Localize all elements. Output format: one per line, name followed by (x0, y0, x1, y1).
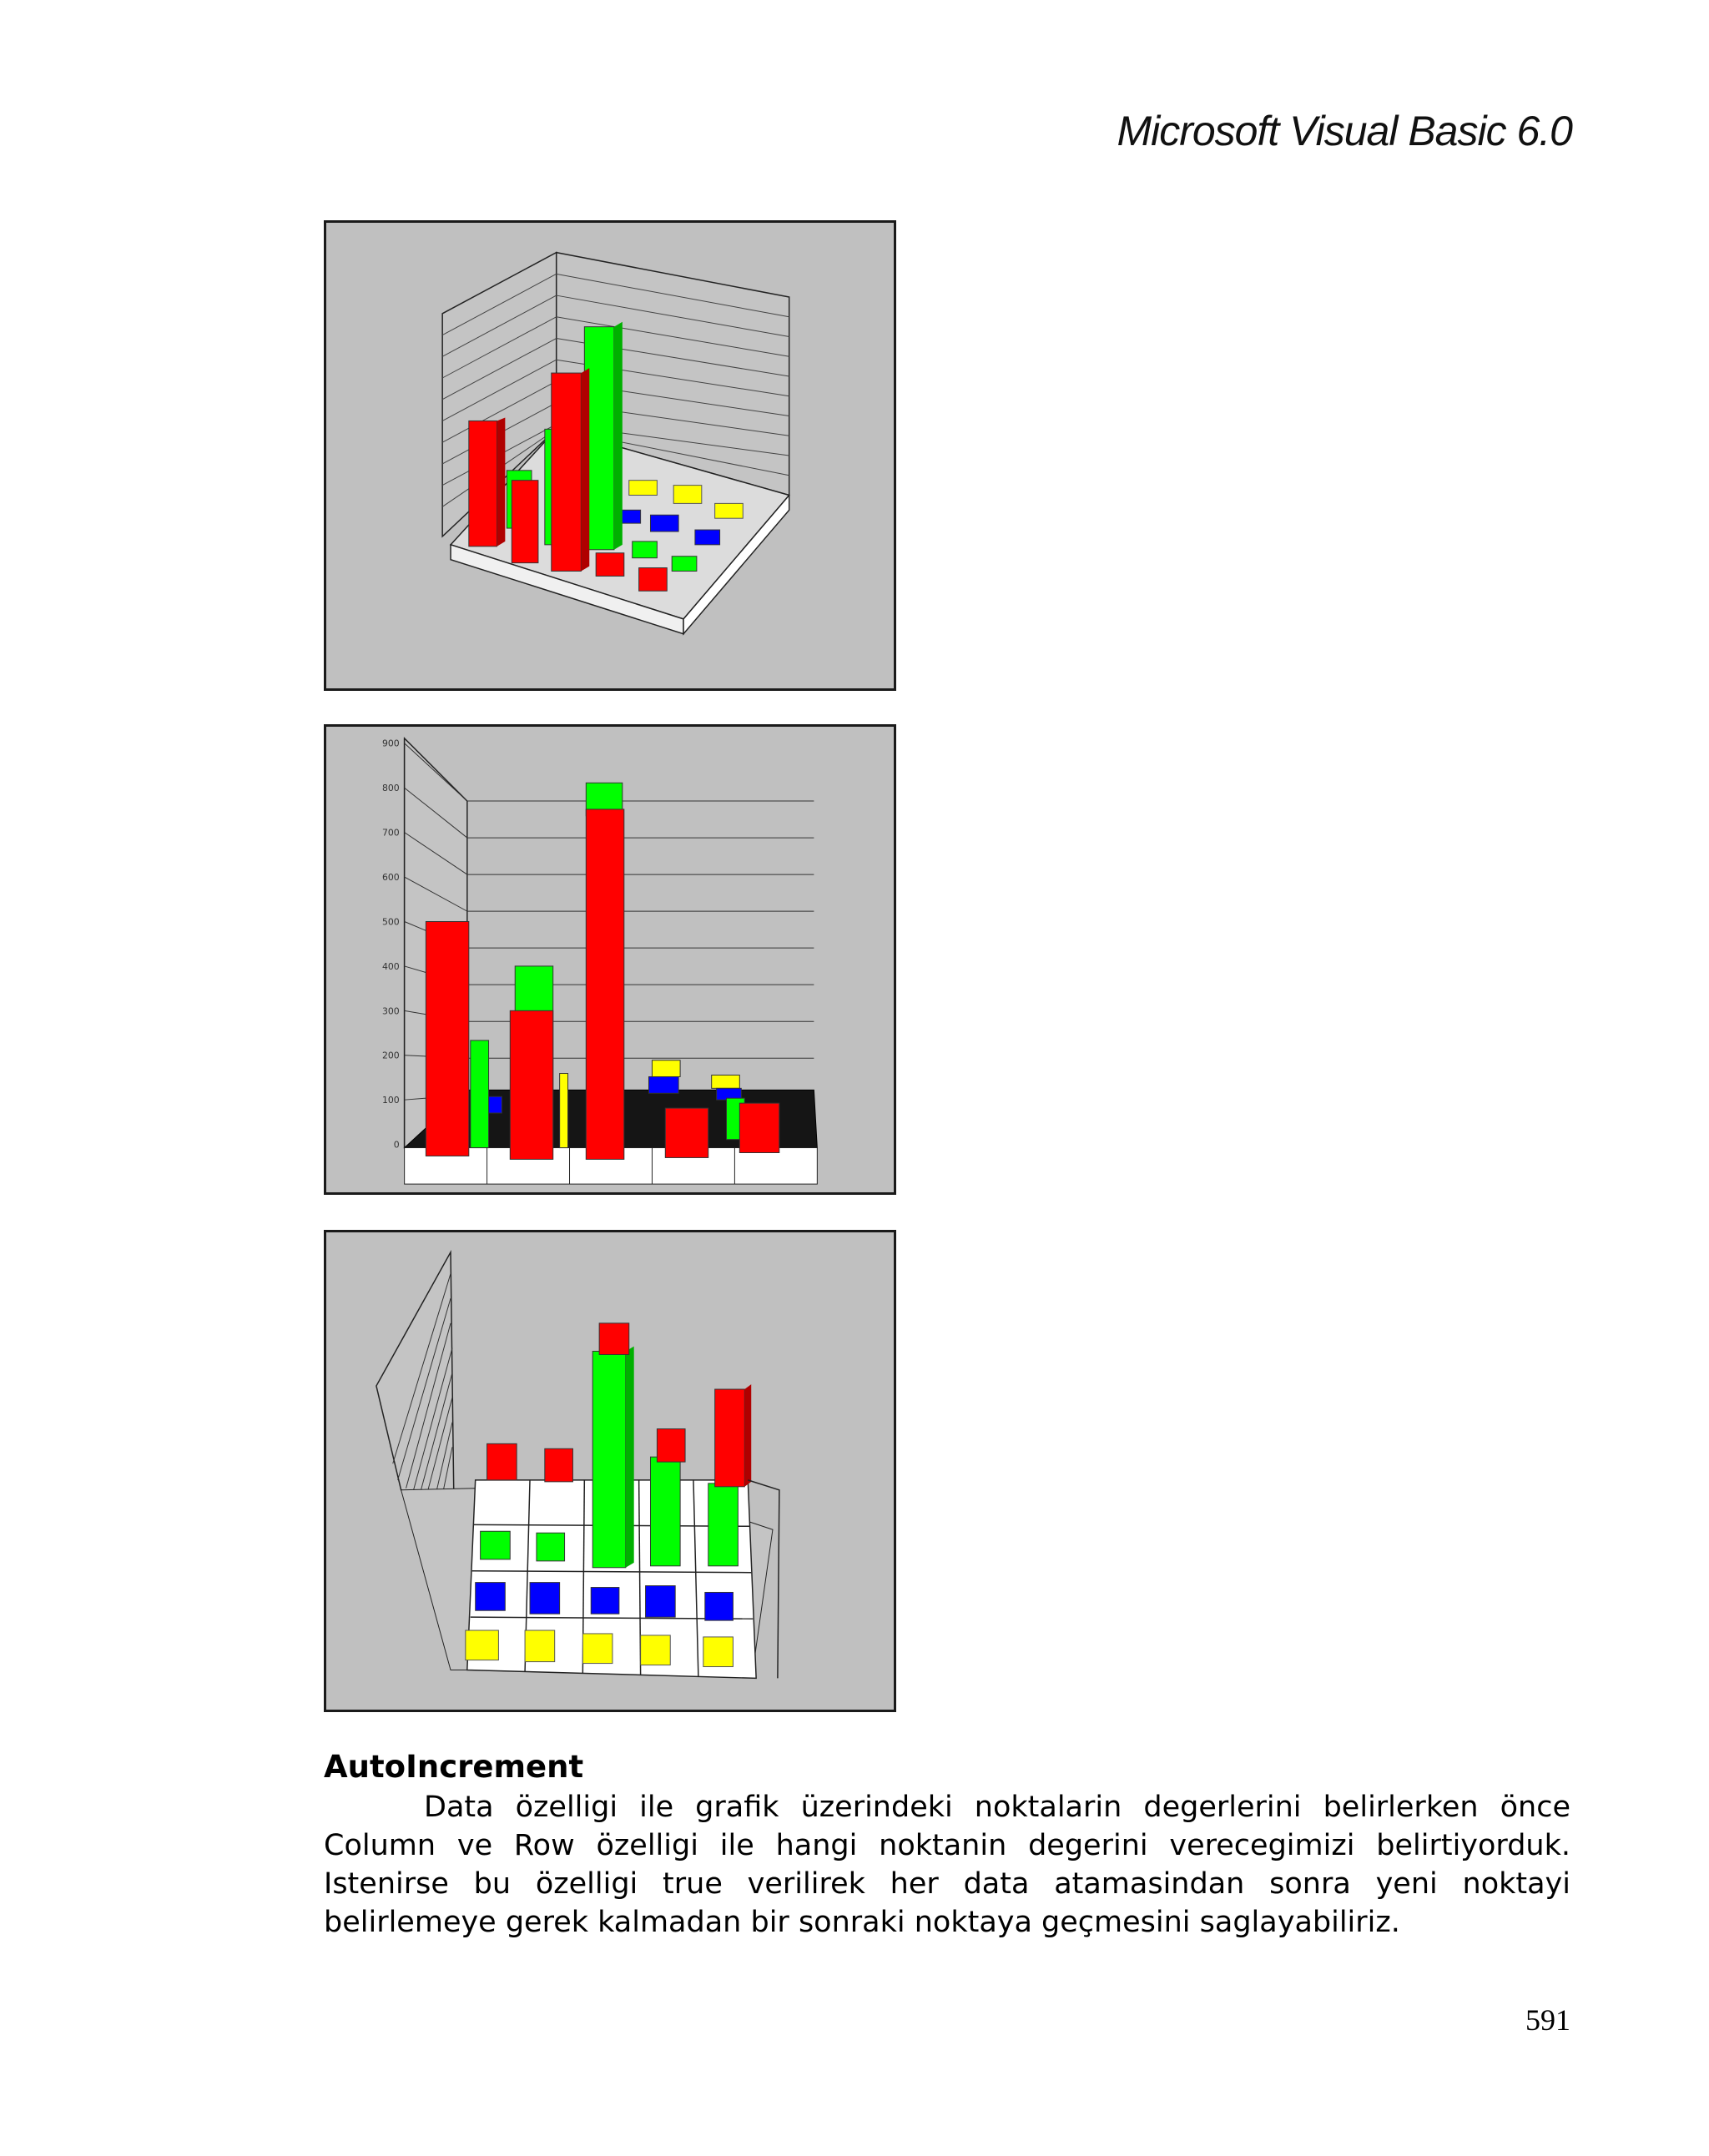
page-number: 591 (1525, 2003, 1570, 2037)
y-tick-label: 500 (381, 916, 400, 928)
body-paragraph-text: Data özelligi ile grafik üzerindeki noktalarin degerlerini belirlerken önce Column ve Row özelligi ile hangi noktanin degerini verecegimizi belirtiyorduk. Istenirse bu özelligi true verilirek her data atamasindan sonra yeni noktayi belirlemeye gerek kalmadan bir sonraki noktaya geçmesini saglayabiliriz. (324, 1791, 1570, 1939)
y-tick-label: 100 (381, 1095, 400, 1106)
chart-3d-front (324, 724, 896, 1195)
chart-3d-topdown (324, 1230, 896, 1712)
y-tick-label: 300 (381, 1005, 400, 1017)
body-paragraph (324, 1788, 1570, 1942)
y-tick-label: 200 (381, 1050, 400, 1061)
y-tick-label: 400 (381, 960, 400, 972)
y-tick-label: 700 (381, 827, 400, 839)
running-header: Microsoft Visual Basic 6.0 (1117, 108, 1572, 154)
y-tick-label: 600 (381, 872, 400, 884)
chart-3d-perspective (324, 220, 896, 691)
section-heading: AutoIncrement (324, 1749, 584, 1785)
y-tick-label: 900 (381, 738, 400, 749)
y-tick-labels (382, 738, 400, 1151)
y-tick-label: 800 (381, 783, 400, 794)
y-tick-label: 0 (393, 1139, 400, 1151)
